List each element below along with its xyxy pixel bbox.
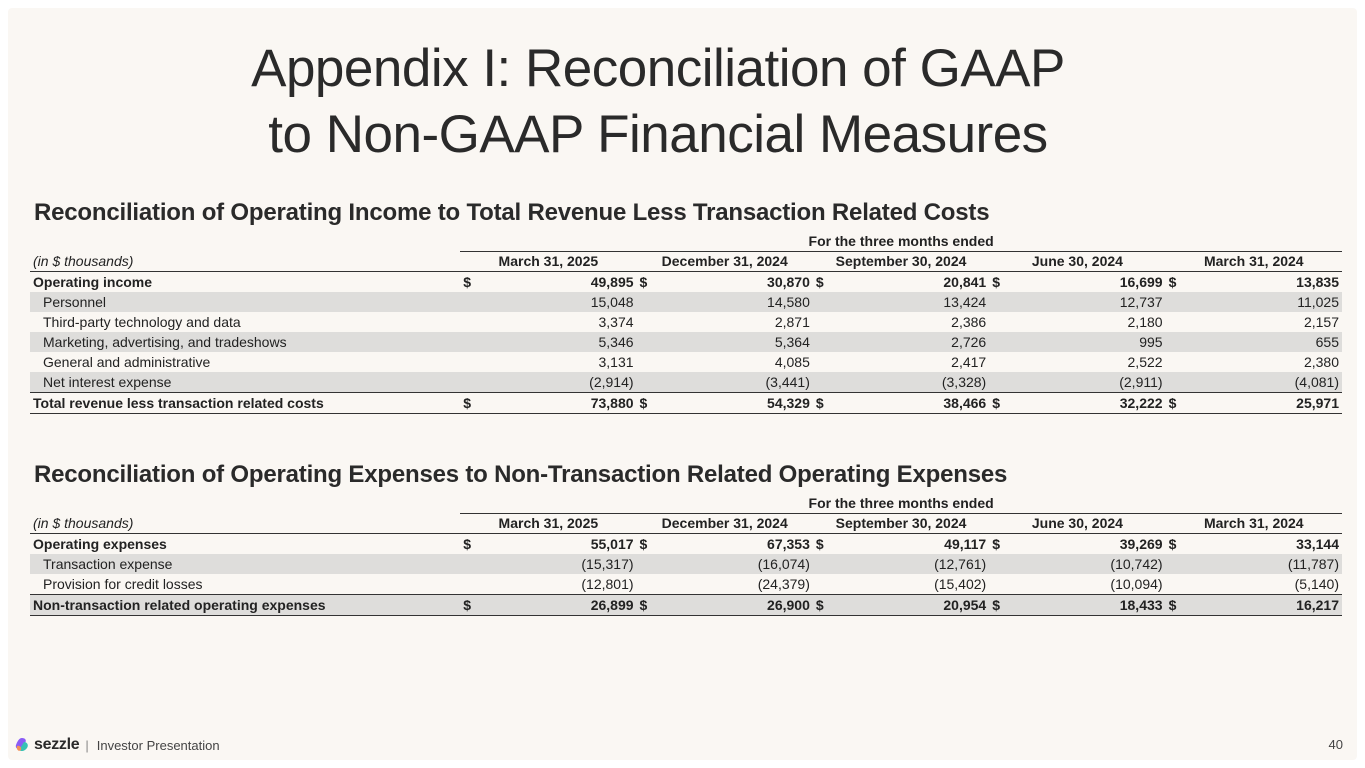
column-header: March 31, 2025 xyxy=(460,514,636,534)
cell-value: 26,900 xyxy=(663,595,813,616)
table-row xyxy=(30,352,1342,372)
cell-value: 15,048 xyxy=(460,292,636,312)
table-row xyxy=(30,312,1342,332)
table-header-row xyxy=(30,514,1342,534)
cell-value: 11,025 xyxy=(1166,292,1342,312)
cell-value: 2,522 xyxy=(1127,353,1163,370)
table-row xyxy=(30,272,1342,293)
table-period-row xyxy=(30,232,1342,252)
currency-symbol: $ xyxy=(1166,393,1193,414)
period-label: For the three months ended xyxy=(460,232,1342,252)
cell-value: (16,074) xyxy=(637,554,813,574)
row-label: Third-party technology and data xyxy=(43,313,241,330)
cell-value: 49,895 xyxy=(590,273,634,290)
cell-value: 2,386 xyxy=(951,313,987,330)
cell-value: 67,353 xyxy=(767,535,810,552)
currency-symbol: $ xyxy=(992,273,1001,290)
currency-symbol: $ xyxy=(1166,595,1193,616)
brand-name: sezzle xyxy=(34,736,80,753)
cell-value: 5,364 xyxy=(637,332,813,352)
cell-value: 55,017 xyxy=(590,535,634,552)
table-row xyxy=(30,332,1342,352)
cell-value: 16,699 xyxy=(1119,273,1163,290)
row-label: Operating expenses xyxy=(33,535,167,552)
cell-value: 14,580 xyxy=(637,292,813,312)
section-title-operating-income: Reconciliation of Operating Income to Total Revenue Less Transaction Related Costs xyxy=(34,199,990,226)
column-header: December 31, 2024 xyxy=(637,252,813,272)
cell-value: (3,328) xyxy=(813,372,989,393)
column-header: March 31, 2025 xyxy=(460,252,636,272)
cell-value: 13,424 xyxy=(813,292,989,312)
cell-value: 39,269 xyxy=(1119,535,1163,552)
row-label: Net interest expense xyxy=(30,372,460,393)
page-number: 40 xyxy=(1328,737,1343,752)
cell-value: 13,835 xyxy=(1296,273,1339,290)
cell-value: (5,140) xyxy=(1294,575,1339,592)
cell-value: 30,870 xyxy=(767,273,810,290)
footer-label: Investor Presentation xyxy=(96,737,220,753)
currency-symbol: $ xyxy=(637,595,664,616)
cell-value: 12,737 xyxy=(989,292,1165,312)
row-label: Marketing, advertising, and tradeshows xyxy=(30,332,460,352)
cell-value: (10,094) xyxy=(1110,575,1163,592)
cell-value: 26,899 xyxy=(487,595,637,616)
cell-value: 2,871 xyxy=(774,313,810,330)
slide xyxy=(8,8,1357,760)
currency-symbol: $ xyxy=(815,535,824,552)
cell-value: 38,466 xyxy=(839,393,989,414)
cell-value: 655 xyxy=(1166,332,1342,352)
currency-symbol: $ xyxy=(463,273,471,290)
cell-value: (12,761) xyxy=(813,554,989,574)
cell-value: (12,801) xyxy=(581,575,634,592)
currency-symbol: $ xyxy=(815,273,824,290)
column-header: June 30, 2024 xyxy=(989,514,1165,534)
cell-value: 33,144 xyxy=(1296,535,1339,552)
table-row xyxy=(30,292,1342,312)
table-row xyxy=(30,554,1342,574)
currency-symbol: $ xyxy=(639,273,648,290)
column-header: September 30, 2024 xyxy=(813,514,989,534)
row-label: Operating income xyxy=(33,273,153,290)
unit-label: (in $ thousands) xyxy=(30,514,460,534)
row-label: Transaction expense xyxy=(30,554,460,574)
currency-symbol: $ xyxy=(637,393,664,414)
currency-symbol: $ xyxy=(463,535,471,552)
column-header: December 31, 2024 xyxy=(637,514,813,534)
cell-value: (15,402) xyxy=(934,575,987,592)
column-header: March 31, 2024 xyxy=(1166,514,1342,534)
cell-value: 995 xyxy=(989,332,1165,352)
cell-value: (15,317) xyxy=(460,554,636,574)
currency-symbol: $ xyxy=(1168,273,1177,290)
currency-symbol: $ xyxy=(989,393,1016,414)
table-period-row xyxy=(30,494,1342,514)
section-title-operating-expenses: Reconciliation of Operating Expenses to Non-Transaction Related Operating Expenses xyxy=(34,461,1008,488)
cell-value: (11,787) xyxy=(1166,554,1342,574)
row-label: General and administrative xyxy=(43,353,211,370)
table-row-total xyxy=(30,393,1342,414)
page-title-line-2: to Non-GAAP Financial Measures xyxy=(268,105,1048,164)
period-label: For the three months ended xyxy=(460,494,1342,514)
cell-value: 20,954 xyxy=(839,595,989,616)
currency-symbol: $ xyxy=(989,595,1016,616)
currency-symbol: $ xyxy=(639,535,648,552)
column-header: September 30, 2024 xyxy=(813,252,989,272)
cell-value: (2,911) xyxy=(989,372,1165,393)
cell-value: 73,880 xyxy=(487,393,637,414)
currency-symbol: $ xyxy=(992,535,1001,552)
table-row-total xyxy=(30,595,1342,616)
cell-value: (3,441) xyxy=(637,372,813,393)
cell-value: 4,085 xyxy=(774,353,810,370)
table-header-row xyxy=(30,252,1342,272)
row-label: Total revenue less transaction related costs xyxy=(30,393,460,414)
cell-value: 49,117 xyxy=(944,535,987,552)
cell-value: (24,379) xyxy=(757,575,810,592)
table-operating-expenses xyxy=(30,494,1342,616)
cell-value: (4,081) xyxy=(1166,372,1342,393)
page-title xyxy=(8,36,1308,168)
row-label: Provision for credit losses xyxy=(43,575,203,592)
footer-separator: | xyxy=(85,737,89,753)
cell-value: 25,971 xyxy=(1192,393,1342,414)
sezzle-logo-icon xyxy=(14,737,30,753)
cell-value: 2,417 xyxy=(951,353,987,370)
cell-value: 5,346 xyxy=(460,332,636,352)
cell-value: 2,380 xyxy=(1303,353,1339,370)
cell-value: 2,157 xyxy=(1303,313,1339,330)
column-header: June 30, 2024 xyxy=(989,252,1165,272)
row-label: Personnel xyxy=(30,292,460,312)
table-operating-income xyxy=(30,232,1342,414)
cell-value: 3,374 xyxy=(598,313,634,330)
cell-value: 2,180 xyxy=(1127,313,1163,330)
column-header: March 31, 2024 xyxy=(1166,252,1342,272)
cell-value: 16,217 xyxy=(1192,595,1342,616)
cell-value: 20,841 xyxy=(943,273,987,290)
row-label: Non-transaction related operating expenses xyxy=(30,595,460,616)
currency-symbol: $ xyxy=(813,393,840,414)
cell-value: 3,131 xyxy=(598,353,634,370)
page-title-line-1: Appendix I: Reconciliation of GAAP xyxy=(251,39,1065,98)
table-row xyxy=(30,534,1342,555)
cell-value: 2,726 xyxy=(813,332,989,352)
currency-symbol: $ xyxy=(460,595,487,616)
table-row xyxy=(30,372,1342,393)
cell-value: (2,914) xyxy=(460,372,636,393)
cell-value: (10,742) xyxy=(989,554,1165,574)
currency-symbol: $ xyxy=(460,393,487,414)
cell-value: 18,433 xyxy=(1016,595,1166,616)
currency-symbol: $ xyxy=(813,595,840,616)
cell-value: 54,329 xyxy=(663,393,813,414)
cell-value: 32,222 xyxy=(1016,393,1166,414)
footer xyxy=(14,736,220,754)
currency-symbol: $ xyxy=(1168,535,1177,552)
table-row xyxy=(30,574,1342,595)
unit-label: (in $ thousands) xyxy=(30,252,460,272)
